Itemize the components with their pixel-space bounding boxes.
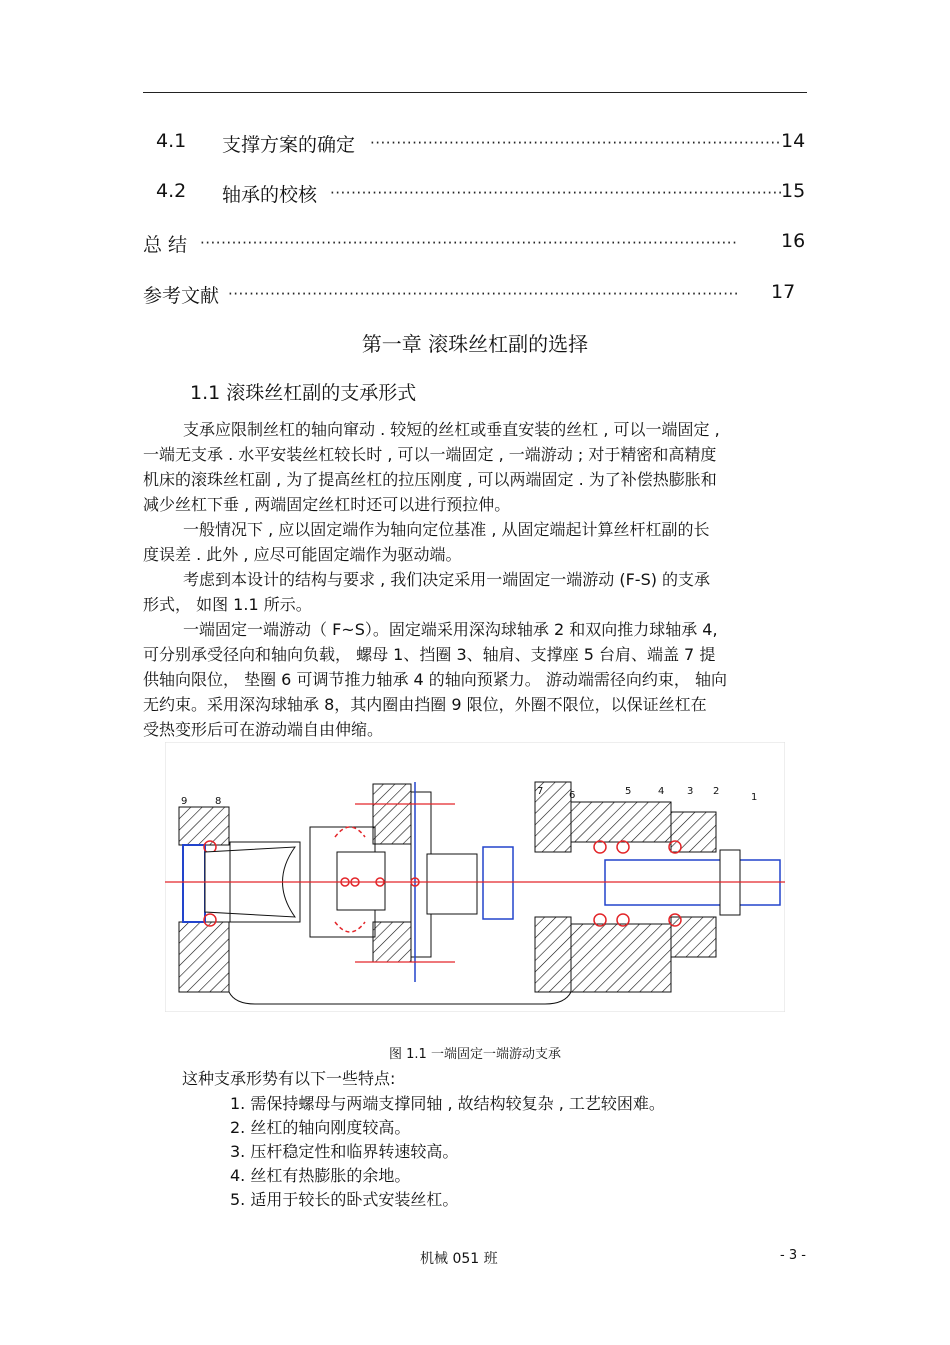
- page-number: - 3 -: [780, 1248, 806, 1263]
- toc-leader: ······················································································: [330, 184, 784, 202]
- part-label: 5: [625, 786, 632, 797]
- toc-page: 16: [781, 230, 806, 252]
- toc-entry[interactable]: [0, 281, 950, 311]
- part-label: 8: [215, 796, 222, 807]
- part-label: 3: [687, 786, 694, 797]
- text-line: 度误差 . 此外 , 应尽可能固定端作为驱动端。: [143, 545, 462, 564]
- paragraph: [143, 517, 809, 567]
- toc-title: 参考文献: [143, 285, 220, 307]
- text-line: 减少丝杠下垂 , 两端固定丝杠时还可以进行预拉伸。: [143, 495, 511, 514]
- part-label: 9: [181, 796, 188, 807]
- figure-caption: 图 1.1 一端固定一端游动支承: [389, 1047, 561, 1062]
- part-label: 6: [569, 790, 576, 801]
- toc-entry[interactable]: [0, 180, 950, 210]
- list-item: 4. 丝杠有热膨胀的余地。: [230, 1166, 411, 1185]
- text-line: 一端无支承 . 水平安装丝杠较长时 , 可以一端固定 , 一端游动 ; 对于精密和高精度: [143, 445, 717, 464]
- part-label: 7: [537, 786, 544, 797]
- text-line: 一端固定一端游动（ F~S）。固定端采用深沟球轴承 2 和双向推力球轴承 4,: [183, 620, 718, 639]
- toc-number: 4.2: [156, 180, 187, 202]
- toc-leader: ······································································································: [200, 234, 738, 252]
- list-item: 3. 压杆稳定性和临界转速较高。: [230, 1142, 459, 1161]
- toc-leader: ·································································································: [228, 285, 740, 303]
- text-line: 受热变形后可在游动端自由伸缩。: [143, 720, 384, 739]
- list-item: 1. 需保持螺母与两端支撑同轴 , 故结构较复杂 , 工艺较困难。: [230, 1094, 665, 1113]
- footer-class-label: 机械 051 班: [420, 1251, 498, 1267]
- toc-page: 15: [781, 180, 806, 202]
- toc-entry[interactable]: [0, 130, 950, 160]
- paragraph: [143, 567, 809, 617]
- header-rule: [143, 92, 807, 93]
- list-item: 5. 适用于较长的卧式安装丝杠。: [230, 1190, 459, 1209]
- text-line: 机床的滚珠丝杠副 , 为了提高丝杠的拉压刚度 , 可以两端固定 . 为了补偿热膨胀和: [143, 470, 717, 489]
- section-title: 1.1 滚珠丝杠副的支承形式: [190, 382, 417, 404]
- text-line: 一般情况下 , 应以固定端作为轴向定位基准 , 从固定端起计算丝杆杠副的长: [183, 520, 710, 539]
- part-label: 4: [658, 786, 665, 797]
- text-line: 供轴向限位， 垫圈 6 可调节推力轴承 4 的轴向预紧力。 游动端需径向约束， 轴向: [143, 670, 727, 689]
- part-label: 1: [751, 792, 758, 803]
- toc-leader: ··············································································: [370, 134, 781, 152]
- toc-number: 4.1: [156, 130, 187, 152]
- toc-title: 轴承的校核: [222, 184, 318, 206]
- toc-entry[interactable]: [0, 230, 950, 260]
- list-intro: 这种支承形势有以下一些特点:: [182, 1069, 396, 1088]
- chapter-title: 第一章 滚珠丝杠副的选择: [361, 332, 589, 356]
- feature-list: [230, 1092, 665, 1212]
- toc-title: 支撑方案的确定: [222, 134, 356, 156]
- text-line: 形式， 如图 1.1 所示。: [143, 595, 312, 614]
- text-line: 可分别承受径向和轴向负载， 螺母 1、挡圈 3、轴肩、支撑座 5 台肩、端盖 7 提: [143, 645, 716, 664]
- text-line: 考虑到本设计的结构与要求 , 我们决定采用一端固定一端游动 (F-S) 的支承: [183, 570, 711, 589]
- paragraph: [143, 617, 809, 742]
- bearing-support-diagram: [165, 742, 785, 1012]
- paragraph: [143, 417, 809, 517]
- toc-page: 14: [781, 130, 806, 152]
- part-label: 2: [713, 786, 720, 797]
- toc-page: 17: [771, 281, 796, 303]
- toc-title: 总 结: [143, 234, 188, 256]
- text-line: 支承应限制丝杠的轴向窜动 . 较短的丝杠或垂直安装的丝杠 , 可以一端固定 ,: [183, 420, 720, 439]
- list-item: 2. 丝杠的轴向刚度较高。: [230, 1118, 411, 1137]
- text-line: 无约束。采用深沟球轴承 8，其内圈由挡圈 9 限位，外圈不限位，以保证丝杠在: [143, 695, 707, 714]
